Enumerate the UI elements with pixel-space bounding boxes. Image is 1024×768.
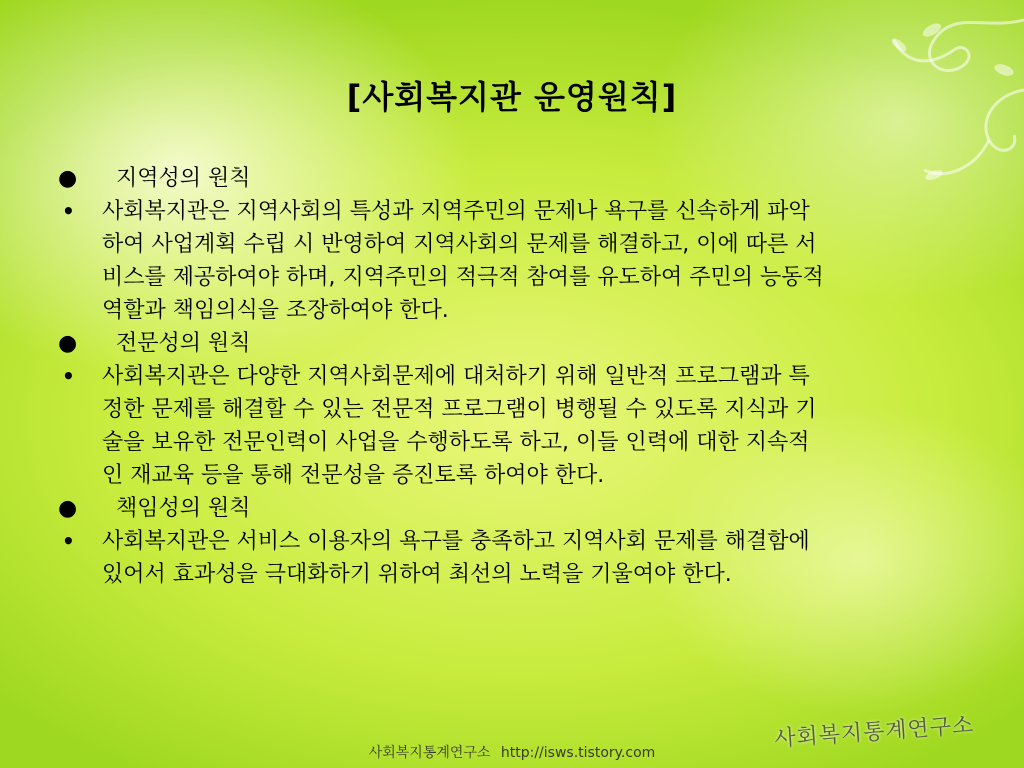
section-body: 사회복지관은 지역사회의 특성과 지역주민의 문제나 욕구를 신속하게 파악하여 사업계획 수립 시 반영하여 지역사회의 문제를 해결하고, 이에 따른 서비스를 제공하여야 하며, 지역주민의 적극적 참여를 유도하여 주민의 능동적 역할과 책임의식을 조장하여야 한다.	[102, 199, 824, 323]
bullet-icon: •	[62, 529, 75, 553]
section-heading: 책임성의 원칙	[116, 496, 251, 521]
bullet-icon: ●	[58, 496, 78, 521]
section-heading: 지역성의 원칙	[116, 166, 251, 191]
footer-text: 사회복지통계연구소 http://isws.tistory.com	[368, 745, 656, 761]
list-item	[58, 492, 828, 525]
content-list	[58, 162, 828, 591]
section-body: 사회복지관은 다양한 지역사회문제에 대처하기 위해 일반적 프로그램과 특정한 문제를 해결할 수 있는 전문적 프로그램이 병행될 수 있도록 지식과 기술을 보유한 전문인력이 사업을 수행하도록 하고, 이들 인력에 대한 지속적인 재교육 등을 통해 전문성을 증진토록 하여야 한다.	[102, 364, 817, 488]
bullet-icon: ●	[58, 331, 78, 356]
section-heading: 전문성의 원칙	[116, 331, 251, 356]
list-item	[58, 525, 828, 591]
list-item	[58, 327, 828, 360]
list-item	[58, 162, 828, 195]
bullet-icon: •	[62, 364, 75, 388]
brand-logo-text: 사회복지통계연구소	[773, 713, 975, 752]
list-item	[58, 360, 828, 492]
bullet-icon: ●	[58, 166, 78, 191]
list-item	[58, 195, 828, 327]
bullet-icon: •	[62, 199, 75, 223]
section-body: 사회복지관은 서비스 이용자의 욕구를 충족하고 지역사회 문제를 해결함에 있어서 효과성을 극대화하기 위하여 최선의 노력을 기울여야 한다.	[102, 529, 810, 587]
slide-title: [사회복지관 운영원칙]	[346, 78, 678, 116]
